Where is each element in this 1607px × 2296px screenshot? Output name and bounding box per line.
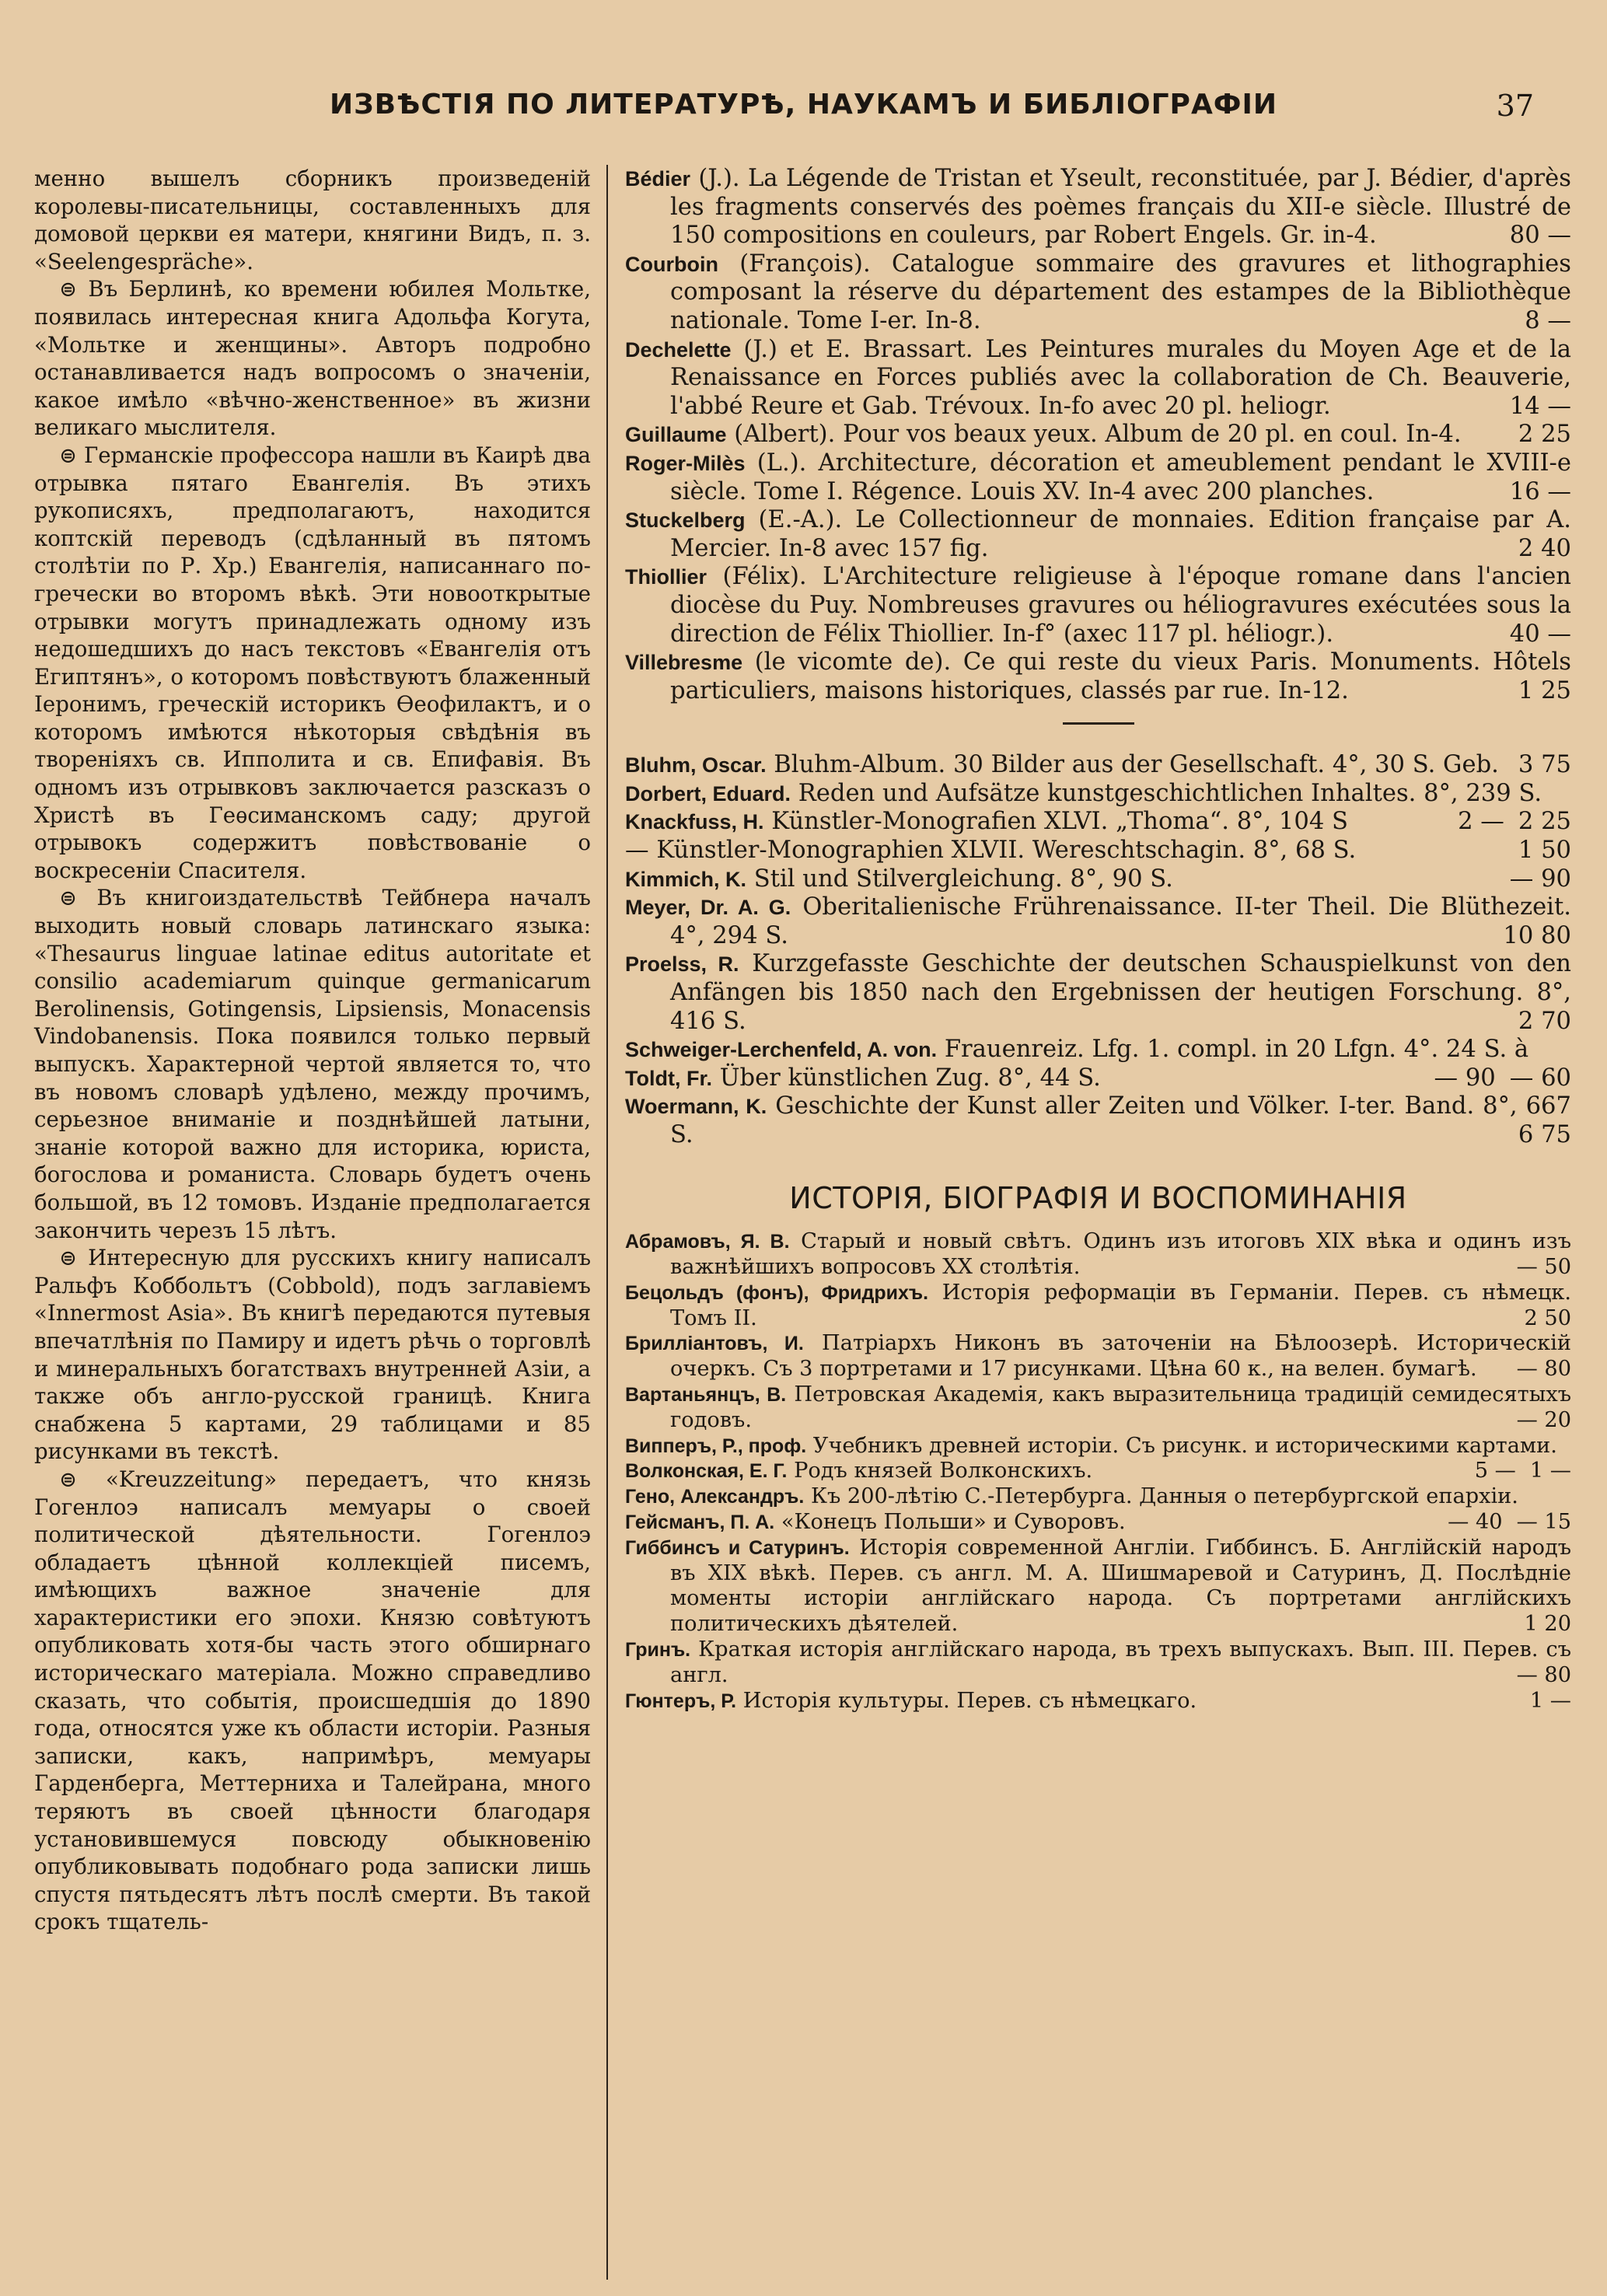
bibliography-entry	[625, 1229, 1571, 1281]
entry-description: Исторія реформаціи въ Германіи. Перев. съ нѣмецк. Томъ II.	[670, 1280, 1571, 1330]
bibliography-entry	[625, 648, 1571, 705]
entry-author: Bédier	[625, 167, 691, 190]
entry-price: — 20	[1516, 1407, 1571, 1432]
entry-description: (L.). Architecture, décoration et ameublement pendant le XVIII-e siècle. Tome I. Régence. Louis XV. In-4 avec 200 planches.	[670, 449, 1571, 505]
entry-price: — 80	[1516, 1662, 1571, 1687]
bibliography-entry	[625, 1510, 1571, 1536]
french-bibliography	[625, 165, 1571, 705]
entry-author: Абрамовъ, Я. В.	[625, 1231, 790, 1253]
entry-description: Краткая исторія англійскаго народа, въ трехъ выпускахъ. Вып. III. Перев. съ англ.	[670, 1637, 1571, 1687]
entry-price: 1 —	[1529, 1459, 1571, 1483]
entry-price: 1 —	[1529, 1688, 1571, 1713]
bibliography-entry	[625, 563, 1571, 648]
bibliography-entry	[625, 336, 1571, 421]
entry-description: Reden und Aufsätze kunstgeschichtlichen Inhaltes. 8°, 239 S.	[791, 779, 1542, 807]
entry-price: — 90	[1509, 865, 1571, 893]
bibliography-entry	[625, 893, 1571, 950]
bibliography-entry	[625, 165, 1571, 250]
bibliography-entry	[625, 1536, 1571, 1637]
bibliography-entry	[625, 421, 1571, 449]
entry-price: 40 —	[1509, 620, 1571, 648]
entry-author: Dorbert, Eduard.	[625, 781, 791, 806]
column-divider	[606, 165, 608, 2280]
entry-author: Бриллiантовъ, И.	[625, 1333, 804, 1355]
entry-description: Родъ князей Волконскихъ.	[787, 1459, 1093, 1483]
bibliography-entry	[625, 1281, 1571, 1332]
bibliography-entry	[625, 808, 1571, 837]
entry-price: 14 —	[1509, 392, 1571, 420]
bibliography-entry	[625, 1064, 1571, 1093]
entry-description: (J.) et E. Brassart. Les Peintures murales du Moyen Age et de la Renaissance en Forces publiés avec la collaboration de Ch. Beauverie, l'abbé Reure et Gab. Trévoux. In-fo avec 20 pl. heliogr.	[670, 335, 1571, 420]
entry-author: Toldt, Fr.	[625, 1066, 712, 1090]
entry-author: Гринъ.	[625, 1638, 691, 1661]
entry-price: — 40	[1448, 1509, 1503, 1534]
paragraph: ⊜ Въ книгоиздательствѣ Тейбнера началъ выходить новый словарь латинскаго языка: «Thesaurus linguae latinae editus autoritate et consilio academiarum quinque germanicarum Berolinensis, Gotingensis, Lipsiensis, Monacensis Vindobanensis. Пока появился только первый выпускъ. Характерной чертой является то, что въ новомъ словарѣ удѣлено, между прочимъ, серьезное вниманіе и позднѣйшей латыни, знаніе которой важно для историка, юриста, богослова и романиста. Словарь будетъ очень большой, въ 12 томовъ. Изданіе предполагается закончить черезъ 15 лѣтъ.	[34, 885, 591, 1243]
entry-author: Thiollier	[625, 565, 707, 589]
paragraph: ⊜ Интересную для русскихъ книгу написалъ Ральфъ Коббольтъ (Cobbold), подъ заглавіемъ «Innermost Asia». Въ книгѣ передаются путевыя впечатлѣнія по Памиру и идетъ рѣчь о торговлѣ и минеральныхъ богатствахъ внутренней Азіи, а также объ англо-русской границѣ. Книга снабжена 5 картами, 29 таблицами и 85 рисунками въ текстѣ.	[34, 1245, 591, 1465]
entry-author: Bluhm, Oscar.	[625, 753, 767, 778]
right-column	[625, 165, 1571, 1714]
entry-price: 1 25	[1518, 676, 1571, 704]
entry-author: Вартаньянцъ, В.	[625, 1383, 787, 1406]
entry-price: 2 40	[1518, 534, 1571, 562]
section-divider	[1063, 722, 1134, 725]
entry-price: 1 50	[1518, 837, 1571, 865]
entry-author: Roger-Milès	[625, 451, 746, 475]
entry-price: 6 75	[1518, 1121, 1571, 1148]
entry-author: Kimmich, K.	[625, 867, 747, 891]
entry-author: Woermann, K.	[625, 1095, 767, 1119]
entry-price: 8 —	[1525, 306, 1571, 334]
entry-description: (Albert). Pour vos beaux yeux. Album de 20 pl. en coul. In-4.	[726, 421, 1462, 449]
bibliography-entry	[625, 1637, 1571, 1689]
entry-author: Proelss, R.	[625, 952, 739, 977]
german-bibliography	[625, 751, 1571, 1149]
entry-price: 2 25	[1518, 421, 1571, 449]
entry-description: Исторія культуры. Перев. съ нѣмецкаго.	[736, 1688, 1197, 1713]
entry-description: Учебникъ древней исторіи. Съ рисунк. и историческими картами.	[806, 1433, 1557, 1458]
entry-author: Knackfuss, H.	[625, 810, 764, 834]
entry-author: Волконская, Е. Г.	[625, 1460, 788, 1483]
bibliography-entry	[625, 865, 1571, 894]
entry-description: Старый и новый свѣтъ. Одинъ изъ итоговъ XIX вѣка и одинъ изъ важнѣйшихъ вопросовъ XX столѣтія.	[670, 1229, 1571, 1279]
entry-description: Oberitalienische Frührenaissance. II-ter Theil. Die Blüthezeit. 4°, 294 S.	[670, 893, 1571, 949]
entry-author: Гиббинсъ и Сатуринъ.	[625, 1536, 850, 1559]
russian-bibliography	[625, 1229, 1571, 1714]
bibliography-entry	[625, 250, 1571, 336]
entry-price: — 60	[1509, 1064, 1571, 1092]
entry-description: (E.-A.). Le Collectionneur de monnaies. Edition française par A. Mercier. In-8 avec 157 fig.	[670, 506, 1571, 562]
entry-author: Бецольдъ (фонъ), Фридрихъ.	[625, 1281, 929, 1304]
entry-price: 2 50	[1524, 1305, 1571, 1330]
entry-price: — 15	[1516, 1509, 1571, 1534]
entry-description: Bluhm-Album. 30 Bilder aus der Gesellschaft. 4°, 30 S. Geb.	[766, 751, 1499, 779]
entry-description: Петровская Академія, какъ выразительница традицій семидесятыхъ годовъ.	[670, 1382, 1571, 1432]
entry-description: (le vicomte de). Ce qui reste du vieux Paris. Monuments. Hôtels particuliers, maisons historiques, classés par rue. In-12.	[670, 648, 1571, 704]
bibliography-entry	[625, 1382, 1571, 1434]
entry-price: 2 70	[1518, 1007, 1571, 1035]
section-heading: ИСТОРІЯ, БІОГРАФІЯ И ВОСПОМИНАНІЯ	[789, 1180, 1407, 1215]
bibliography-entry	[625, 751, 1571, 780]
paragraph: ⊜ Въ Берлинѣ, ко времени юбилея Мольтке, появилась интересная книга Адольфа Когута, «Мольтке и женщины». Авторъ подробно останавливается надъ вопросомъ о значеніи, какое имѣло «вѣчно-женственное» въ жизни великаго мыслителя.	[34, 276, 591, 441]
entry-author: Випперъ, Р., проф.	[625, 1435, 807, 1457]
left-column	[34, 165, 591, 1936]
bibliography-entry	[625, 449, 1571, 506]
entry-description: (François). Catalogue sommaire des gravures et lithographies composant la réserve du département des estampes de la Bibliothèque nationale. Tome I-er. In-8.	[670, 250, 1571, 334]
bibliography-entry	[625, 1331, 1571, 1382]
bibliography-entry	[625, 506, 1571, 563]
entry-description: Kurzgefasste Geschichte der deutschen Schauspielkunst von den Anfängen bis 1850 nach den Ergebnissen der heutigen Forschung. 8°, 416 S.	[670, 950, 1572, 1035]
bibliography-entry	[625, 950, 1571, 1036]
entry-price: 80 —	[1509, 222, 1571, 250]
columns	[34, 165, 1571, 2296]
entry-description: Исторія современной Англіи. Гиббинсъ. Б. Англійскій народъ въ XIX вѣкѣ. Перев. съ англ. М. А. Шишмаревой и Сатуринъ, Д. Послѣдніе моменты исторіи англійскаго народа. Съ портретами англійскихъ политическихъ дѣятелей.	[670, 1535, 1571, 1637]
entry-author: Villebresme	[625, 651, 743, 675]
bibliography-entry	[625, 1092, 1571, 1149]
entry-author: Гюнтеръ, Р.	[625, 1690, 737, 1712]
entry-author: Гейсманъ, П. А.	[625, 1511, 775, 1533]
page-number: 37	[1496, 89, 1534, 123]
entry-description: Stil und Stilvergleichung. 8°, 90 S.	[746, 865, 1173, 893]
entry-price: 3 75	[1518, 751, 1571, 779]
entry-description: Къ 200-лѣтію С.-Петербурга. Данныя о петербургской епархіи.	[804, 1484, 1518, 1509]
entry-author: Courboin	[625, 252, 718, 276]
entry-description: Патріархъ Никонъ въ заточеніи на Бѣлоозерѣ. Историческій очеркъ. Съ 3 портретами и 17 рисунками. Цѣна 60 к., на велен. бумагѣ.	[670, 1331, 1571, 1382]
entry-author: Guillaume	[625, 423, 727, 447]
entry-description: Über künstlichen Zug. 8°, 44 S.	[711, 1064, 1101, 1092]
entry-price: — 90	[1434, 1064, 1496, 1092]
entry-price: 10 80	[1503, 921, 1571, 949]
running-title: ИЗВѢСТІЯ ПО ЛИТЕРАТУРѢ, НАУКАМЪ И БИБЛІОГРАФІИ	[329, 89, 1278, 121]
entry-author: Meyer, Dr. A. G.	[625, 896, 791, 920]
entry-author: Schweiger-Lerchenfeld, A. von.	[625, 1038, 938, 1062]
entry-description: (J.). La Légende de Tristan et Yseult, reconstituée, par J. Bédier, d'après les fragments conservés des poèmes français du XII-e siècle. Illustré de 150 compositions en couleurs, par Robert Engels. Gr. in-4.	[670, 165, 1571, 250]
paragraph: менно вышелъ сборникъ произведеній королевы-писательницы, составленныхъ для домовой церкви ея матери, княгини Видъ, п. з. «Seelengespräche».	[34, 166, 591, 274]
bibliography-entry	[625, 1459, 1571, 1484]
entry-price: 2 —	[1458, 808, 1504, 836]
entry-author: Dechelette	[625, 337, 732, 362]
paragraph: ⊜ «Kreuzzeitung» передаетъ, что князь Гогенлоэ написалъ мемуары о своей политической дѣятельности. Гогенлоэ обладаетъ цѣнной коллекціей писемъ, имѣющихъ важное значеніе для характеристики его эпохи. Князю совѣтуютъ опубликовать хотя-бы часть этого обширнаго историческаго матеріала. Можно справедливо сказать, что событія, происшедшія до 1890 года, относятся уже къ области исторіи. Разныя записки, какъ, напримѣръ, мемуары Гарденберга, Меттерниха и Талейрана, много теряютъ въ своей цѣнности благодаря установившемуся повсюду обыкновенію опубликовывать подобнаго рода записки лишь спустя пятьдесятъ лѣтъ послѣ смерти. Въ такой срокъ тщатель-	[34, 1466, 591, 1935]
entry-description: Geschichte der Kunst aller Zeiten und Völker. I-ter. Band. 8°, 667 S.	[670, 1092, 1571, 1148]
entry-price: — 50	[1516, 1254, 1571, 1279]
bibliography-entry	[625, 837, 1571, 865]
bibliography-entry	[625, 1689, 1571, 1714]
entry-description: Künstler-Monografien XLVI. „Thoma“. 8°, 104 S	[763, 808, 1348, 836]
entry-description: (Félix). L'Architecture religieuse à l'époque romane dans l'ancien diocèse du Puy. Nombreuses gravures ou héliogravures exécutées sous la direction de Félix Thiollier. In-f° (axec 117 pl. héliogr.).	[670, 563, 1571, 648]
entry-price: — 80	[1516, 1357, 1571, 1382]
entry-description: — Künstler-Monographien XLVII. Wereschtschagin. 8°, 68 S.	[625, 837, 1357, 865]
paragraph: ⊜ Германскіе профессора нашли въ Каирѣ два отрывка пятаго Евангелія. Въ этихъ рукописяхъ, предполагаютъ, находится коптскій переводъ (сдѣланный въ пятомъ столѣтіи по Р. Хр.) Евангелія, написаннаго по-гречески во второмъ вѣкѣ. Эти новооткрытые отрывки могутъ принадлежать одному изъ недошедшихъ до насъ текстовъ «Евангелія отъ Египтянъ», о которомъ повѣствуютъ блаженный Іеронимъ, греческій историкъ Ѳеофилактъ, и о которомъ имѣются нѣкоторыя свѣдѣнія въ твореніяхъ св. Ипполита и св. Епифавія. Въ одномъ изъ отрывковъ заключается разсказъ о Христѣ въ Геѳсиманскомъ саду; другой отрывокъ содержитъ повѣствованіе о воскресеніи Спасителя.	[34, 442, 591, 883]
entry-description: «Конецъ Польши» и Суворовъ.	[774, 1509, 1126, 1534]
entry-price: 5 —	[1474, 1459, 1516, 1483]
entry-price: 1 20	[1524, 1612, 1571, 1637]
entry-price: 2 25	[1518, 808, 1571, 836]
entry-price: 16 —	[1509, 477, 1571, 505]
entry-author: Stuckelberg	[625, 508, 746, 533]
entry-author: Гено, Александръ.	[625, 1486, 805, 1508]
entry-description: Frauenreiz. Lfg. 1. compl. in 20 Lfgn. 4°. 24 S. à	[937, 1036, 1529, 1064]
